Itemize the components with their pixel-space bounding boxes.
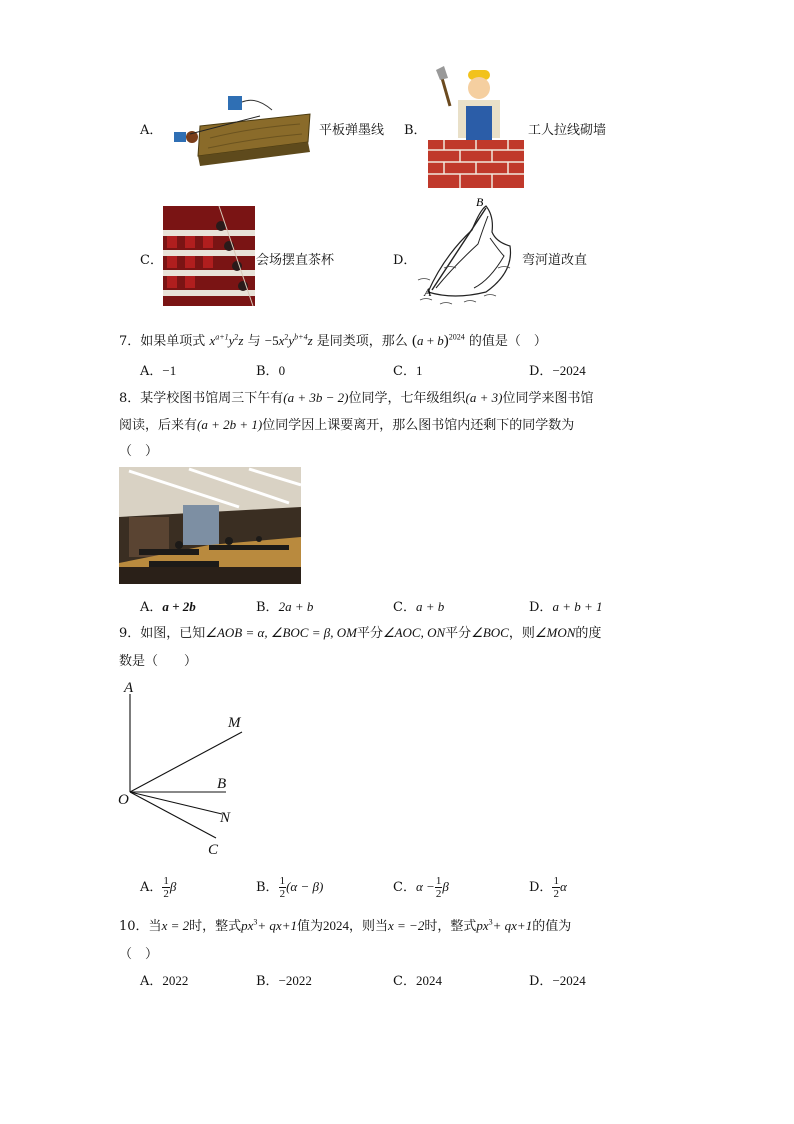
q7-stem: 7．如果单项式 $x^{a+1}y^2z$ 与 $-5x^2y^{b+4}z$ 是同类项，那么 $(a + b)^{2024}$ 的值是（ ） (119, 332, 547, 349)
q9-point-b-label: B (217, 776, 227, 792)
q9-point-c-label: C (208, 842, 219, 858)
q6-option-b-caption: 工人拉线砌墙 (528, 123, 607, 138)
q6-point-b-label: B (476, 196, 484, 209)
q6-image-plank-ink-line (160, 88, 320, 168)
q8-stem-line2: 阅读，后来有(a + 2b + 1)位同学因上课要离开，那么图书馆内还剩下的同学数为 (119, 417, 575, 433)
q6-option-c-letter: C． (140, 253, 163, 268)
q7-option-d[interactable]: D．−2024 (529, 363, 586, 379)
q9-option-a[interactable]: A． $\frac{1}{2}$ β (140, 875, 177, 900)
q6-option-a-caption: 平板弹墨线 (319, 123, 385, 138)
q8-option-a[interactable]: A．a + 2b (140, 599, 196, 615)
q10-stem-line2: （ ） (119, 947, 159, 962)
q7-option-a[interactable]: A．−1 (140, 363, 177, 379)
q9-option-d[interactable]: D． $\frac{1}{2}$ α (529, 875, 567, 900)
q6-point-a-label: A (424, 285, 432, 299)
q10-option-d[interactable]: D．−2024 (529, 973, 586, 989)
q6-image-river-straightening (414, 196, 518, 316)
q10-stem-line1: 10．当x = 2时，整式$px^3+ qx+1$值为2024，则当x = −2时，整式$px^3+ qx+1$的值为 (119, 917, 572, 934)
q8-stem-line1: 8．某学校图书馆周三下午有(a + 3b − 2)位同学，七年级组织(a + 3)位同学来图书馆 (119, 390, 594, 406)
q8-option-d[interactable]: D．a + b + 1 (529, 599, 603, 615)
q6-image-worker-brick-wall (428, 66, 524, 188)
q9-point-m-label: M (228, 715, 241, 731)
q8-option-c[interactable]: C．a + b (393, 599, 445, 615)
q10-option-b[interactable]: B．−2022 (256, 973, 312, 989)
q9-option-b[interactable]: B． $\frac{1}{2}$ (α − β) (256, 875, 324, 900)
q9-point-o-label: O (118, 792, 129, 808)
q9-stem-line1: 9．如图，已知∠AOB = α, ∠BOC = β, OM平分∠AOC, ON平分∠BOC，则∠MON的度 (119, 625, 602, 641)
q9-stem-line2: 数是（ ） (119, 654, 198, 669)
q9-point-n-label: N (220, 810, 231, 826)
q10-option-c[interactable]: C．2024 (393, 973, 442, 989)
q10-option-a[interactable]: A．2022 (140, 973, 189, 989)
q6-option-a-letter: A． (140, 123, 163, 138)
q9-point-a-label: A (124, 680, 134, 696)
q6-image-meeting-hall-teacups (163, 206, 255, 306)
q6-option-d-letter: D． (393, 253, 417, 268)
q6-option-c-caption: 会场摆直茶杯 (256, 253, 335, 268)
q6-option-d-caption: 弯河道改直 (522, 253, 588, 268)
q8-stem-line3: （ ） (119, 444, 159, 459)
q7-option-b[interactable]: B．0 (256, 363, 286, 379)
q7-option-c[interactable]: C．1 (393, 363, 423, 379)
q9-option-c[interactable]: C．α − $\frac{1}{2}$ β (393, 875, 449, 900)
q6-option-b-letter: B． (404, 123, 427, 138)
q8-option-b[interactable]: B．2a + b (256, 599, 314, 615)
q9-angle-figure (114, 676, 264, 860)
q8-image-library-reading-room (119, 467, 301, 584)
